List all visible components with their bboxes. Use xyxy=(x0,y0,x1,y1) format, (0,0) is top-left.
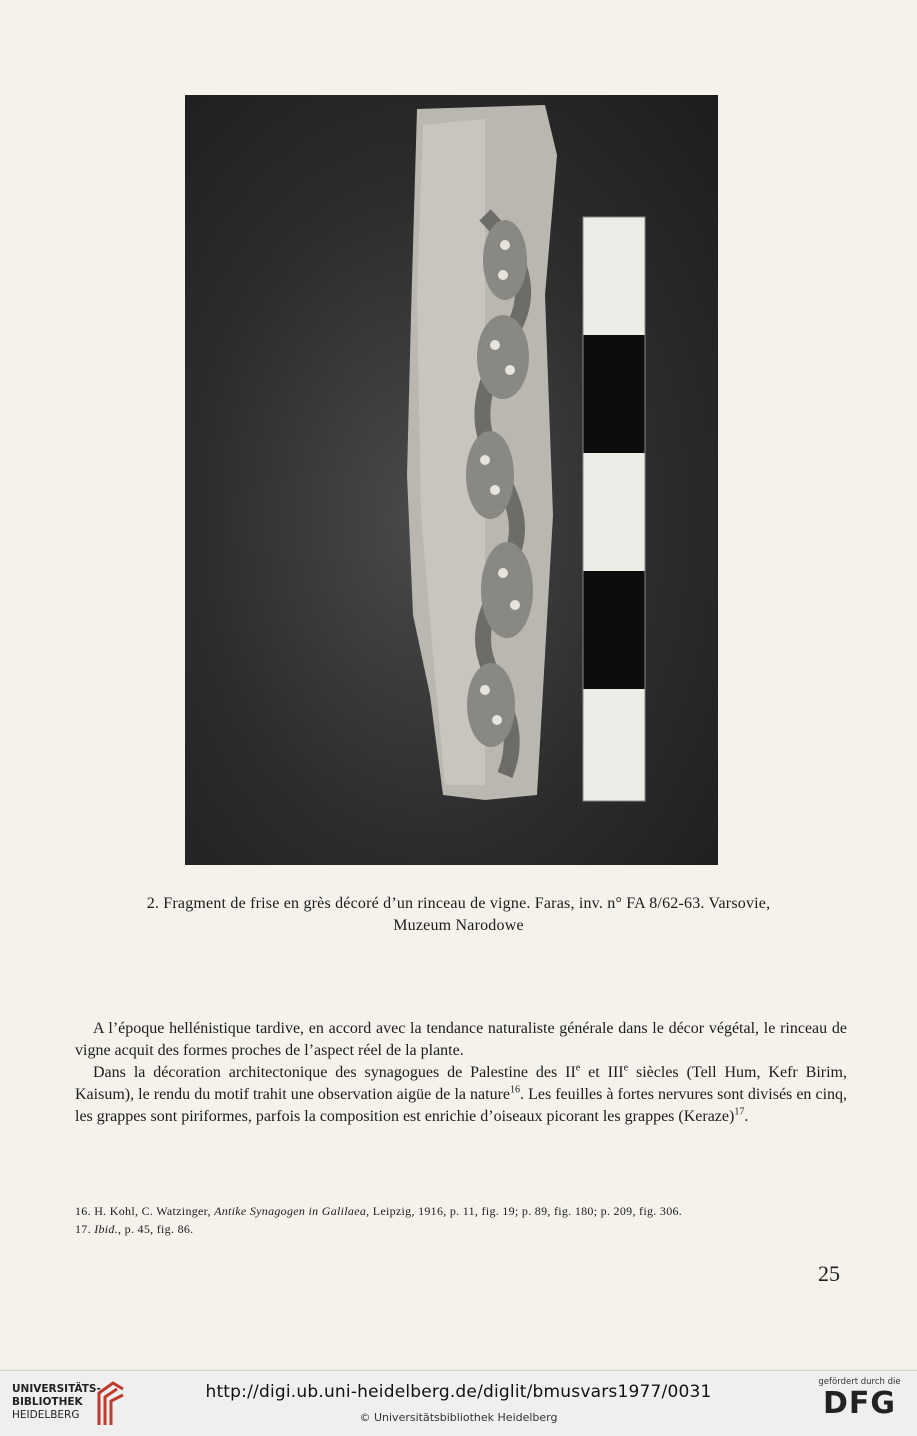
footnote-ibid: Ibid. xyxy=(94,1222,119,1236)
dfg-wordmark: DFG xyxy=(822,1386,897,1421)
caption-line-1: 2. Fragment de frise en grès décoré d’un rinceau de vigne. Faras, inv. n° FA 8/62-63. Varsovie, xyxy=(146,895,771,912)
paragraph-2-text: . xyxy=(744,1108,749,1125)
page-number: 25 xyxy=(818,1261,840,1286)
figure-caption xyxy=(60,893,857,937)
footnote-16 xyxy=(75,1202,847,1220)
footnote-text: 17. xyxy=(75,1222,95,1236)
uni-logo-line-3: HEIDELBERG xyxy=(12,1409,80,1421)
paragraph-2-text: et III xyxy=(580,1064,624,1081)
uni-logo-line-2: BIBLIOTHEK xyxy=(12,1396,83,1408)
footnote-title: Antike Synagogen in Galilaea xyxy=(214,1204,367,1218)
permalink-url[interactable]: http://digi.ub.uni-heidelberg.de/diglit/bmusvars1977/0031 xyxy=(205,1382,712,1402)
paragraph-2-text: . Les feuilles à fortes nervures sont divisés en cinq, les grappes sont piriformes, parfois la composition est enrichie d’oiseaux picorant les grappes (Keraze) xyxy=(75,1086,848,1125)
footnote-text: 16. H. Kohl, C. Watzinger, xyxy=(75,1204,215,1218)
copyright-notice: © Universitätsbibliothek Heidelberg xyxy=(359,1411,558,1424)
dfg-tagline: gefördert durch die xyxy=(818,1377,901,1387)
footnote-text: , Leipzig, 1916, p. 11, fig. 19; p. 89, fig. 180; p. 209, fig. 306. xyxy=(366,1204,683,1218)
figure-photo xyxy=(185,95,718,865)
footnotes xyxy=(75,1202,847,1238)
frieze-illustration xyxy=(185,95,718,865)
paragraph-2-text: Dans la décoration architectonique des synagogues de Palestine des II xyxy=(93,1064,576,1081)
caption-line-2: Muzeum Narodowe xyxy=(393,917,524,934)
footnote-ref-16: 16 xyxy=(510,1084,521,1096)
paragraph-1: A l’époque hellénistique tardive, en accord avec la tendance naturaliste générale dans le décor végétal, le rinceau de vigne acquit des formes proches de l’aspect réel de la plante. xyxy=(75,1020,847,1059)
footnote-17 xyxy=(75,1220,847,1238)
dfg-logo[interactable] xyxy=(812,1377,907,1421)
body-text xyxy=(75,1018,847,1128)
superscript: e xyxy=(623,1062,629,1074)
superscript: e xyxy=(575,1062,581,1074)
footnote-ref-17: 17 xyxy=(734,1106,745,1118)
paragraph-2 xyxy=(75,1062,847,1128)
footnote-text: , p. 45, fig. 86. xyxy=(118,1222,194,1236)
uni-logo-line-1: UNIVERSITÄTS- xyxy=(12,1383,101,1395)
footer-bar xyxy=(0,1370,917,1436)
paragraph-2-text: siècles (Tell Hum, Kefr Birim, Kaisum), le rendu du motif trahit une observation aigüe de la nature xyxy=(75,1064,847,1103)
